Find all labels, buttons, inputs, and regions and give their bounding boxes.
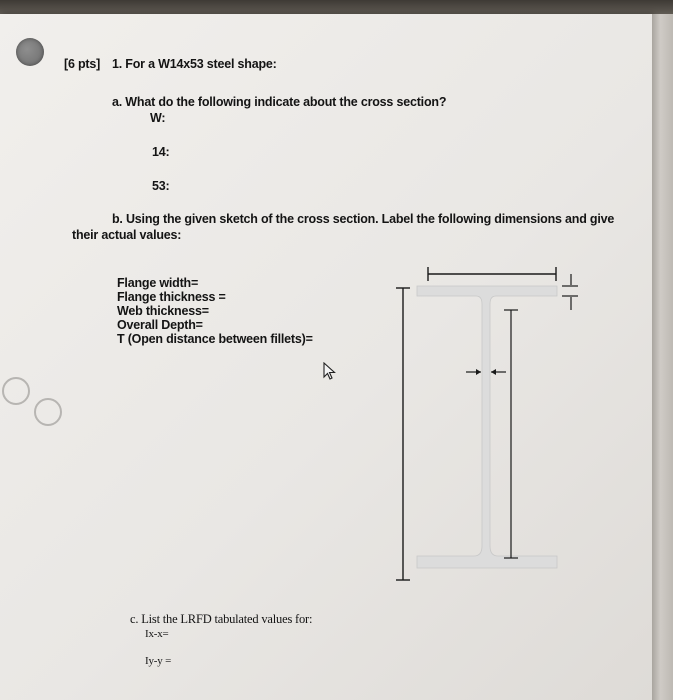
punch-hole-icon xyxy=(16,38,44,66)
part-b-prompt-line2: their actual values: xyxy=(72,228,182,242)
part-c-item-ixx: Ix-x= xyxy=(145,628,169,640)
part-a-item-53: 53: xyxy=(152,179,170,193)
punch-hole-icon xyxy=(2,377,30,405)
punch-hole-icon xyxy=(34,398,62,426)
part-a-item-w: W: xyxy=(150,111,166,125)
part-b-prompt-line1: b. Using the given sketch of the cross section. Label the following dimensions and give xyxy=(112,212,615,226)
question-points: [6 pts] xyxy=(64,57,101,71)
dimension-web-thickness: Web thickness= xyxy=(117,304,209,318)
part-c-prompt: c. List the LRFD tabulated values for: xyxy=(130,612,313,626)
i-beam-section xyxy=(417,286,557,568)
web-thickness-arrowhead-left xyxy=(476,369,481,375)
part-a-item-14: 14: xyxy=(152,145,170,159)
part-c-item-iyy: Iy-y = xyxy=(145,655,172,667)
part-a-prompt: a. What do the following indicate about the cross section? xyxy=(112,95,447,109)
dimension-flange-width: Flange width= xyxy=(117,276,199,290)
dimension-t-distance: T (Open distance between fillets)= xyxy=(117,332,313,346)
page-edge xyxy=(652,14,673,700)
dimension-flange-thickness: Flange thickness = xyxy=(117,290,226,304)
question-title: 1. For a W14x53 steel shape: xyxy=(112,57,277,71)
cursor-arrow-icon xyxy=(322,362,338,382)
w-shape-cross-section xyxy=(390,262,595,592)
dimension-overall-depth: Overall Depth= xyxy=(117,318,203,332)
web-thickness-arrowhead-right xyxy=(491,369,496,375)
